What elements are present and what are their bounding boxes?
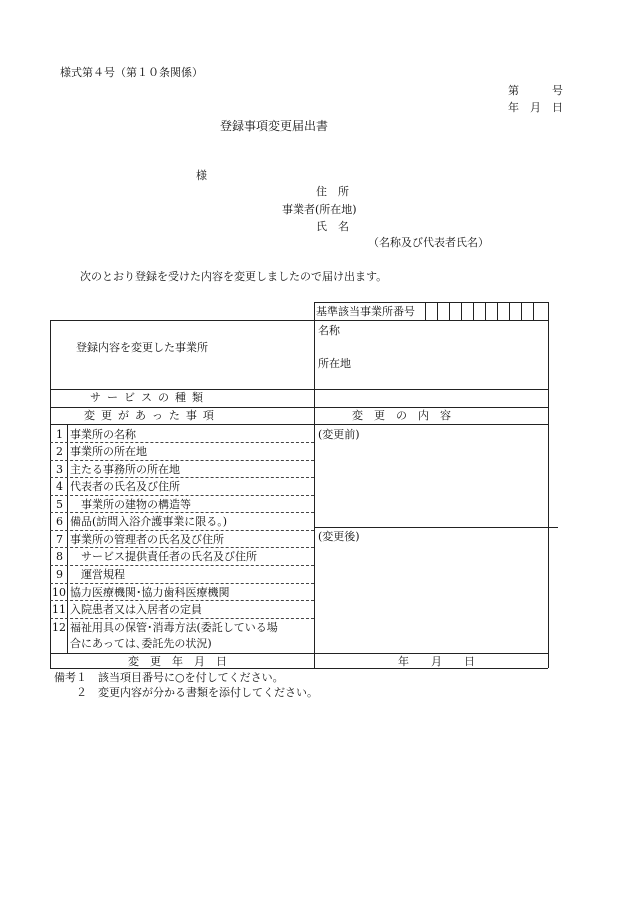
- item-text: 協力医療機関･協力歯科医療機関: [70, 586, 230, 599]
- change-content-header: 変更の内容: [352, 409, 462, 422]
- item-text: 入院患者又は入居者の定員: [70, 603, 202, 616]
- business-label: 事業者(所在地): [282, 203, 357, 216]
- item-text: 備品(訪問入浴介護事業に限る。): [70, 515, 228, 528]
- item-text: 事業所の管理者の氏名及び住所: [70, 533, 224, 546]
- item-number: 4: [56, 480, 63, 493]
- item-number: 1: [56, 428, 63, 441]
- document-date: 年 月 日: [508, 101, 563, 114]
- name-note: （名称及び代表者氏名）: [368, 236, 489, 249]
- item-text: 事業所の建物の構造等: [70, 498, 191, 511]
- item-text: サービス提供責任者の氏名及び住所: [70, 550, 257, 563]
- item-number: 5: [56, 498, 63, 511]
- item-text: 事業所の所在地: [70, 445, 147, 458]
- name-label: 氏 名: [316, 220, 349, 233]
- item-number: 3: [56, 463, 63, 476]
- item-text: 事業所の名称: [70, 428, 136, 441]
- item-number: 10: [52, 586, 66, 599]
- note-line: ２ 変更内容が分かる書類を添付してください。: [54, 686, 318, 699]
- before-label: (変更前): [318, 428, 360, 441]
- document-number: 第 号: [508, 84, 563, 97]
- office-code-label: 基準該当事業所番号: [316, 305, 415, 318]
- item-number: 7: [56, 533, 63, 546]
- changed-office-label: 登録内容を変更した事業所: [76, 341, 208, 354]
- item-number: 11: [52, 603, 66, 616]
- intro-text: 次のとおり登録を受けた内容を変更しましたので届け出ます。: [80, 270, 388, 283]
- item-text: 福祉用具の保管･消毒方法(委託している場: [70, 621, 278, 634]
- office-name-field: 名称: [318, 324, 340, 337]
- item-number: 6: [56, 515, 63, 528]
- office-location-field: 所在地: [318, 357, 351, 370]
- item-text-continued: 合にあっては､委託先の状況): [70, 637, 212, 650]
- form-label: 様式第４号（第１０条関係）: [60, 66, 203, 79]
- address-label: 住 所: [316, 185, 349, 198]
- item-text: 運営規程: [70, 568, 125, 581]
- addressee-suffix: 様: [196, 169, 207, 182]
- item-number: 8: [56, 550, 63, 563]
- note-line: 備考１ 該当項目番号に○を付してください。: [54, 671, 284, 684]
- changed-items-header: 変更があった事項: [84, 409, 220, 422]
- change-date-value: 年 月 日: [398, 655, 475, 668]
- service-type-label: サービスの種類: [90, 391, 209, 404]
- item-text: 代表者の氏名及び住所: [70, 480, 180, 493]
- document-title: 登録事項変更届出書: [220, 119, 329, 133]
- change-date-label: 変更年月日: [128, 655, 238, 668]
- item-number: 12: [52, 621, 66, 634]
- item-number: 2: [56, 445, 63, 458]
- after-label: (変更後): [318, 530, 360, 543]
- item-number: 9: [56, 568, 63, 581]
- item-text: 主たる事務所の所在地: [70, 463, 180, 476]
